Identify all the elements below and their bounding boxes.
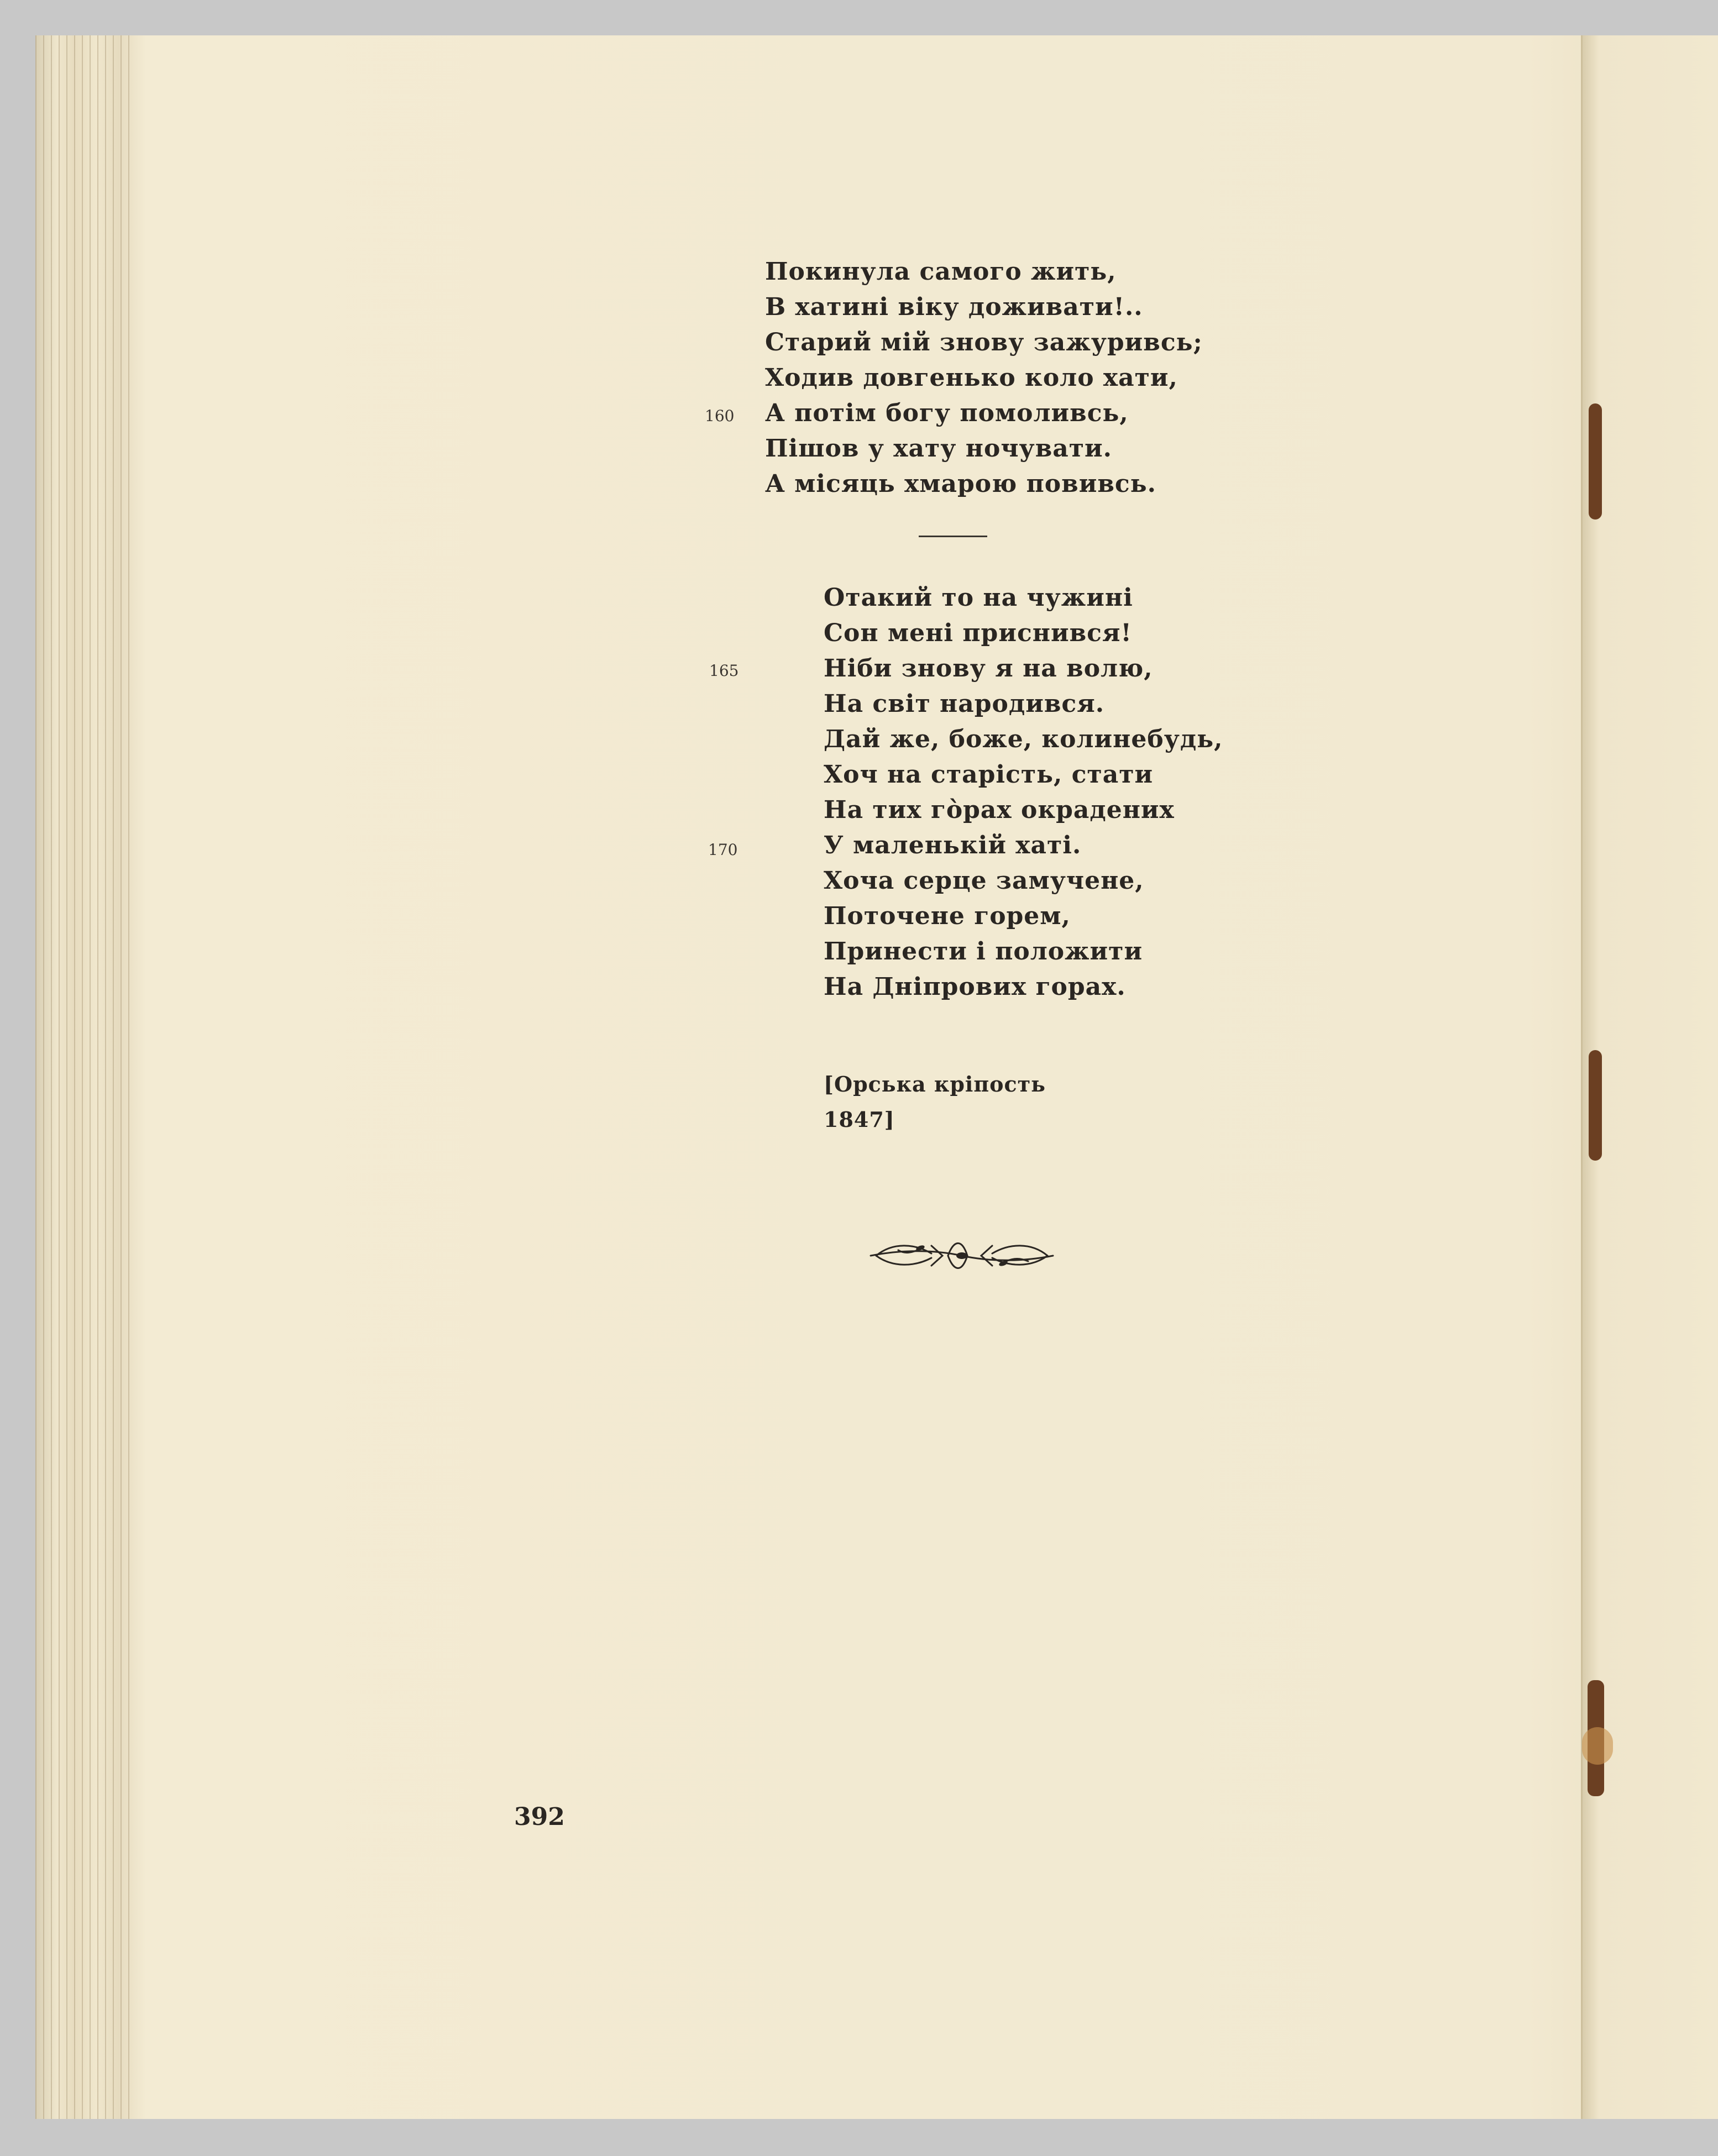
- verse-line: На Дніпрових горах.: [824, 973, 1126, 1001]
- verse-line: В хатині віку доживати!..: [765, 293, 1143, 321]
- colophon-place: [Орська кріпость: [824, 1072, 1046, 1097]
- colophon: [824, 1067, 1046, 1137]
- stanza-1: [765, 254, 1203, 502]
- verse-line: Принести і положити: [824, 937, 1143, 966]
- verse-line: Старий мій знову зажуривсь;: [765, 328, 1203, 356]
- binding-stain: [1589, 403, 1602, 520]
- verse-line: Хоч на старість, стати: [824, 760, 1154, 789]
- page-edges: [35, 35, 129, 2119]
- binding-stain: [1582, 1727, 1613, 1765]
- verse-line: На тих гòрах окрадених: [824, 796, 1175, 824]
- verse-line: А потім богу помоливсь,: [765, 399, 1129, 427]
- verse-line: Пішов у хату ночувати.: [765, 434, 1112, 463]
- binding-stain: [1589, 1050, 1602, 1161]
- verse-line: Дай же, боже, колинебудь,: [824, 725, 1223, 753]
- verse-line: Хоча серце замучене,: [824, 867, 1144, 895]
- fleuron-icon: [865, 1234, 1059, 1278]
- verse-line: Ніби знову я на волю,: [824, 654, 1153, 683]
- page-number: 392: [514, 1803, 565, 1831]
- line-number: 170: [708, 841, 738, 859]
- section-divider: [919, 536, 987, 537]
- verse-line: Ходив довгенько коло хати,: [765, 364, 1178, 392]
- verse-line: Покинула самого жить,: [765, 258, 1117, 286]
- line-number: 160: [705, 407, 735, 425]
- verse-line: Сон мені приснився!: [824, 619, 1132, 647]
- line-number: 165: [709, 662, 739, 680]
- verse-line: А місяць хмарою повивсь.: [765, 470, 1156, 498]
- verse-line: На світ народився.: [824, 690, 1105, 718]
- stanza-2: [824, 580, 1223, 1005]
- verse-line: Поточене горем,: [824, 902, 1071, 930]
- verse-line: У маленькій хаті.: [824, 831, 1082, 859]
- verse-line: Отакий то на чужині: [824, 584, 1133, 612]
- colophon-year: 1847]: [824, 1107, 895, 1132]
